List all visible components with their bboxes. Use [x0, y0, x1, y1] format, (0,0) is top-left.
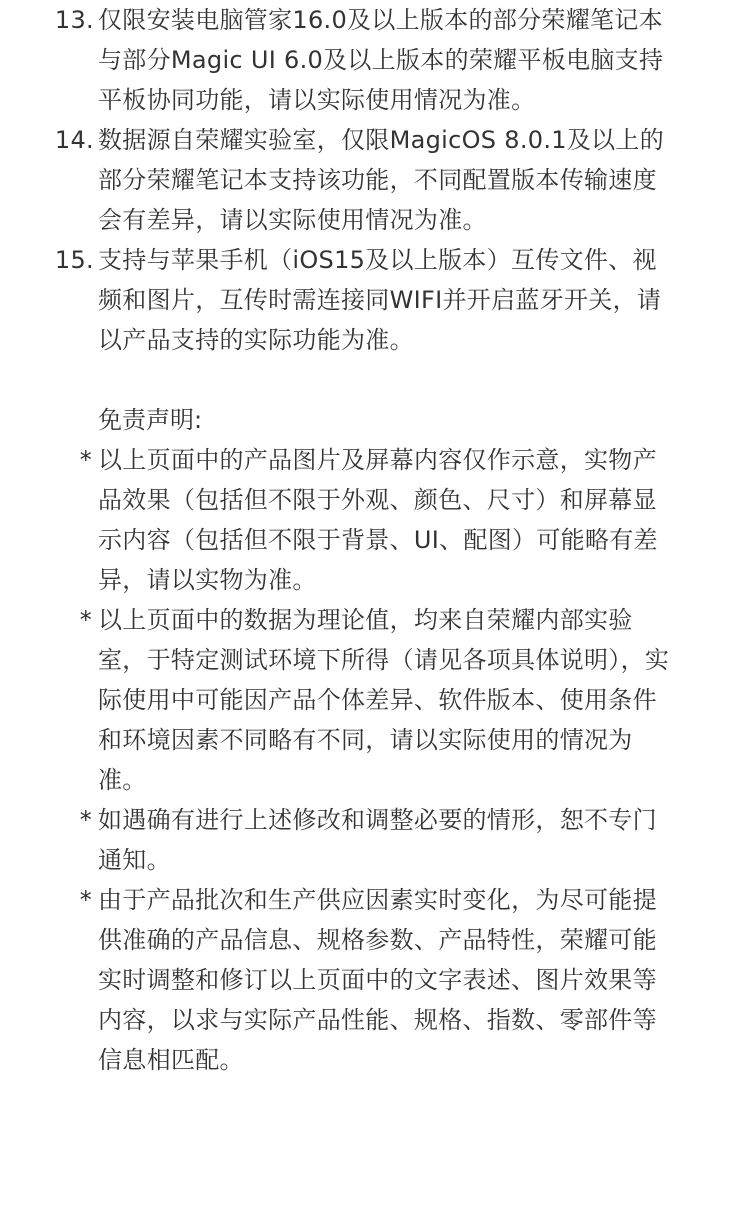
bullet-asterisk: * — [79, 606, 92, 634]
footnote-13 — [0, 0, 678, 120]
footnote-text: 仅限安装电脑管家16.0及以上版本的部分荣耀笔记本与部分Magic UI 6.0及以上版本的荣耀平板电脑支持平板协同功能，请以实际使用情况为准。 — [98, 6, 664, 114]
disclaimer-text: 以上页面中的数据为理论值，均来自荣耀内部实验室，于特定测试环境下所得（请见各项具体说明），实际使用中可能因产品个体差异、软件版本、使用条件和环境因素不同略有不同，请以实际使用的情况为准。 — [98, 606, 670, 794]
disclaimer-list — [0, 440, 750, 1080]
footnote-list — [0, 0, 750, 360]
disclaimer-title: 免责声明: — [98, 406, 203, 434]
footnote-15 — [0, 240, 678, 360]
footnote-number: 14. — [54, 126, 94, 154]
footnote-text: 数据源自荣耀实验室，仅限MagicOS 8.0.1及以上的部分荣耀笔记本支持该功能，不同配置版本传输速度会有差异，请以实际使用情况为准。 — [98, 126, 665, 234]
disclaimer-item — [0, 600, 678, 800]
disclaimer-item — [0, 880, 678, 1080]
disclaimer-text: 由于产品批次和生产供应因素实时变化，为尽可能提供准确的产品信息、规格参数、产品特性，荣耀可能实时调整和修订以上页面中的文字表述、图片效果等内容，以求与实际产品性能、规格、指数、零部件等信息相匹配。 — [98, 886, 657, 1074]
footnote-14 — [0, 120, 678, 240]
bullet-asterisk: * — [79, 886, 92, 914]
bullet-asterisk: * — [79, 806, 92, 834]
footnote-number: 13. — [54, 6, 94, 34]
footnote-number: 15. — [54, 246, 94, 274]
footnote-text: 支持与苹果手机（iOS15及以上版本）互传文件、视频和图片，互传时需连接同WIFI并开启蓝牙开关，请以产品支持的实际功能为准。 — [98, 246, 662, 354]
disclaimer-item — [0, 440, 678, 600]
disclaimer-text: 以上页面中的产品图片及屏幕内容仅作示意，实物产品效果（包括但不限于外观、颜色、尺寸）和屏幕显示内容（包括但不限于背景、UI、配图）可能略有差异，请以实物为准。 — [98, 446, 658, 594]
disclaimer-text: 如遇确有进行上述修改和调整必要的情形，恕不专门通知。 — [98, 806, 657, 874]
bullet-asterisk: * — [79, 446, 92, 474]
disclaimer-item — [0, 800, 678, 880]
